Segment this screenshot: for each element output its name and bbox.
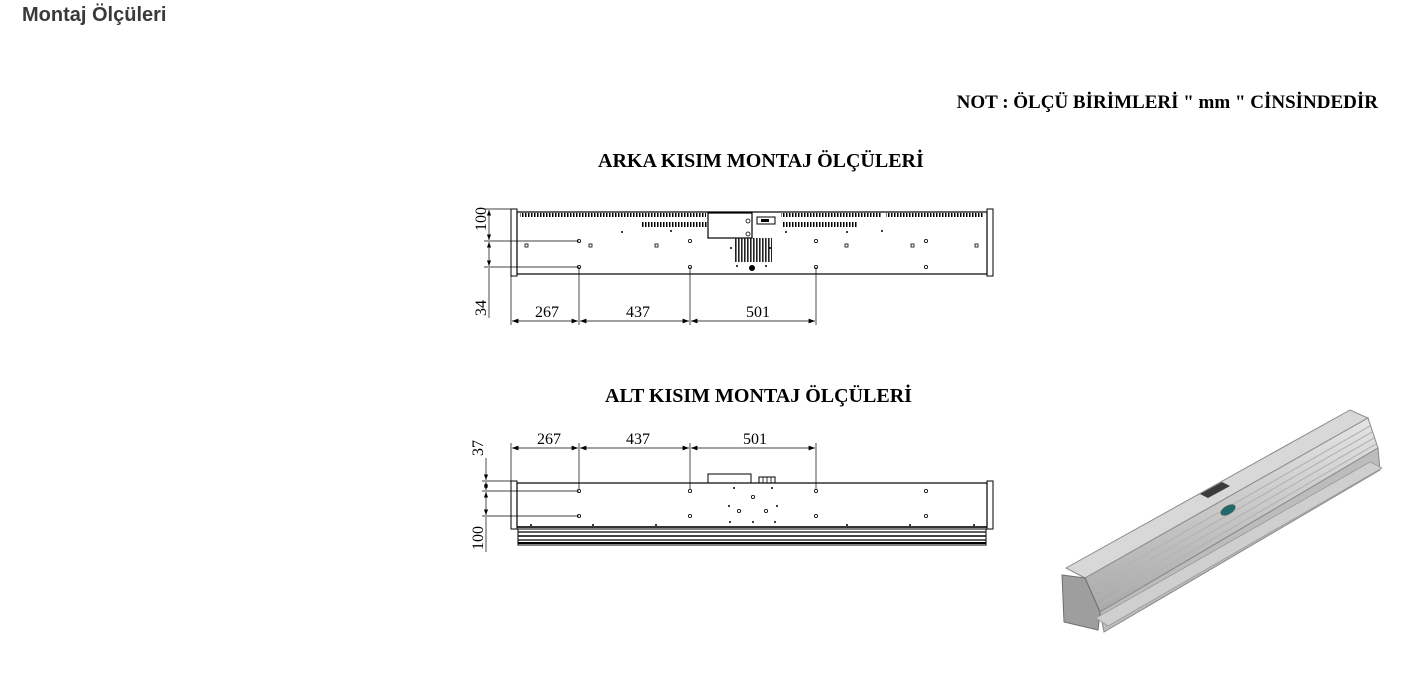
bottom-dim-37: 37 xyxy=(470,440,487,456)
bottom-dim-501: 501 xyxy=(743,431,767,448)
rear-dim-501: 501 xyxy=(746,304,770,321)
bottom-body-outline xyxy=(517,483,987,527)
rear-grille-mid xyxy=(781,213,881,217)
bottom-view-title: ALT KISIM MONTAJ ÖLÇÜLERİ xyxy=(605,385,912,407)
bottom-dim-267: 267 xyxy=(537,431,561,448)
rear-grille-inner-right xyxy=(782,222,858,227)
rear-view-title: ARKA KISIM MONTAJ ÖLÇÜLERİ xyxy=(598,150,924,172)
rear-dim-437: 437 xyxy=(626,304,650,321)
units-note: NOT : ÖLÇÜ BİRİMLERİ " mm " CİNSİNDEDİR xyxy=(956,92,1378,113)
rear-end-cap-left xyxy=(511,209,517,276)
bottom-control-box xyxy=(708,474,751,483)
rear-view-drawing xyxy=(484,209,993,325)
rear-end-cap-right xyxy=(987,209,993,276)
rear-vent-block xyxy=(734,238,772,262)
bottom-dim-437: 437 xyxy=(626,431,650,448)
rear-control-box xyxy=(708,213,752,238)
bottom-view-drawing xyxy=(482,443,993,552)
rear-dim-34: 34 xyxy=(473,300,490,316)
page-title: Montaj Ölçüleri xyxy=(22,4,167,26)
bottom-mounting-holes xyxy=(577,489,927,517)
rear-grille-left xyxy=(520,213,706,217)
air-curtain-3d-render xyxy=(1062,410,1382,632)
rear-grille-right xyxy=(886,213,984,217)
bottom-dim-100: 100 xyxy=(470,526,487,550)
rear-dim-100: 100 xyxy=(473,207,490,231)
rear-grille-inner-left xyxy=(642,222,707,227)
rear-dim-267: 267 xyxy=(535,304,559,321)
